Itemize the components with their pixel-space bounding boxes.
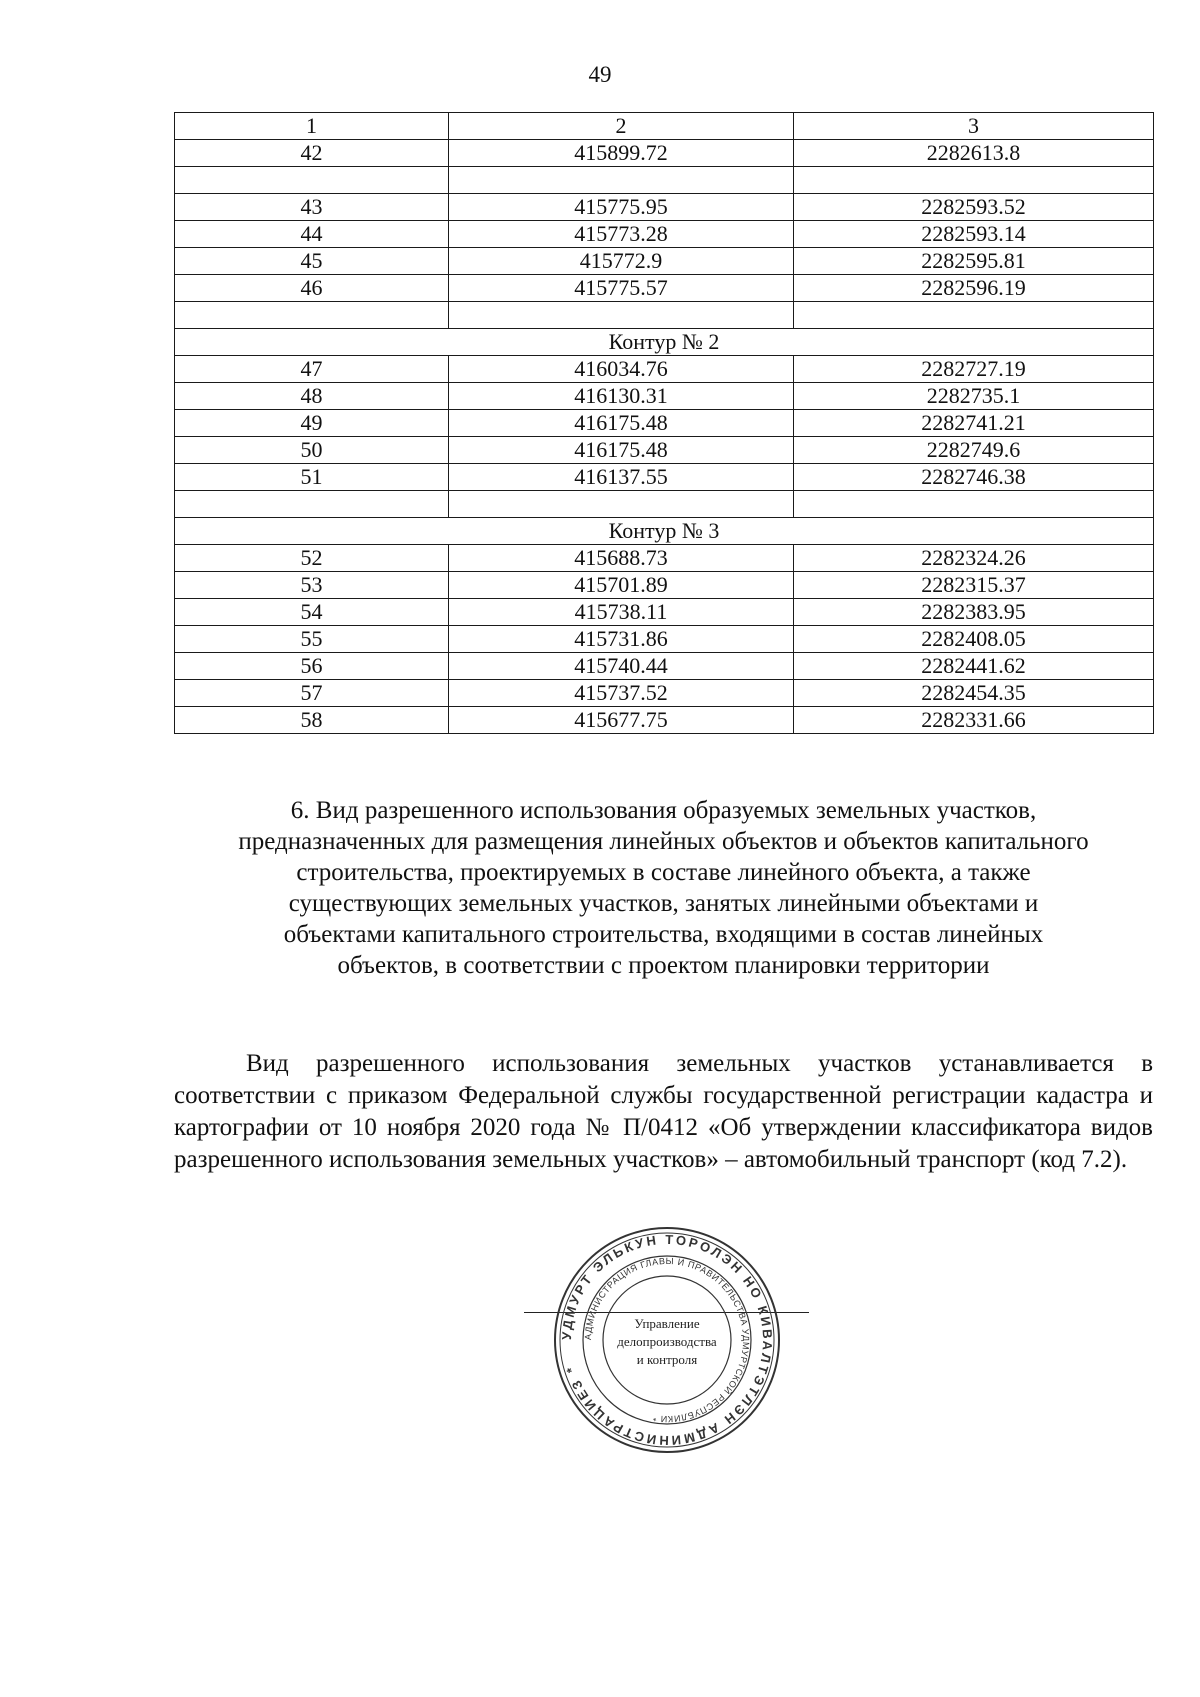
- seal-center-line-2: делопроизводства: [617, 1334, 717, 1349]
- point-number-cell: 52: [175, 545, 449, 572]
- x-coordinate-cell: 415738.11: [449, 599, 794, 626]
- table-row: [175, 356, 1154, 383]
- y-coordinate-cell: 2282727.19: [794, 356, 1154, 383]
- y-coordinate-cell: 2282593.52: [794, 194, 1154, 221]
- table-row: [175, 437, 1154, 464]
- column-header-y: 3: [794, 113, 1154, 140]
- empty-cell: [794, 491, 1154, 518]
- y-coordinate-cell: 2282383.95: [794, 599, 1154, 626]
- y-coordinate-cell: 2282408.05: [794, 626, 1154, 653]
- table-row: [175, 275, 1154, 302]
- point-number-cell: 46: [175, 275, 449, 302]
- x-coordinate-cell: 416130.31: [449, 383, 794, 410]
- point-number-cell: 51: [175, 464, 449, 491]
- point-number-cell: 48: [175, 383, 449, 410]
- y-coordinate-cell: 2282441.62: [794, 653, 1154, 680]
- empty-row: [175, 491, 1154, 518]
- official-seal: [552, 1225, 782, 1455]
- y-coordinate-cell: 2282741.21: [794, 410, 1154, 437]
- section-heading-line: предназначенных для размещения линейных объектов и объектов капитального: [238, 828, 1089, 855]
- point-number-cell: 56: [175, 653, 449, 680]
- x-coordinate-cell: 415701.89: [449, 572, 794, 599]
- x-coordinate-cell: 415773.28: [449, 221, 794, 248]
- empty-cell: [794, 302, 1154, 329]
- y-coordinate-cell: 2282454.35: [794, 680, 1154, 707]
- y-coordinate-cell: 2282735.1: [794, 383, 1154, 410]
- seal-center-line-3: и контроля: [636, 1352, 698, 1367]
- table-row: [175, 383, 1154, 410]
- section-heading-line: объектов, в соответствии с проектом планировки территории: [337, 952, 990, 979]
- page-number: 49: [588, 62, 612, 87]
- table-row: [175, 248, 1154, 275]
- x-coordinate-cell: 415677.75: [449, 707, 794, 734]
- y-coordinate-cell: 2282595.81: [794, 248, 1154, 275]
- y-coordinate-cell: 2282749.6: [794, 437, 1154, 464]
- empty-cell: [175, 167, 449, 194]
- section-heading-line: объектами капитального строительства, входящими в состав линейных: [283, 921, 1044, 948]
- empty-row: [175, 302, 1154, 329]
- y-coordinate-cell: 2282324.26: [794, 545, 1154, 572]
- y-coordinate-cell: 2282593.14: [794, 221, 1154, 248]
- y-coordinate-cell: 2282613.8: [794, 140, 1154, 167]
- table-row: [175, 221, 1154, 248]
- point-number-cell: 53: [175, 572, 449, 599]
- x-coordinate-cell: 416175.48: [449, 437, 794, 464]
- x-coordinate-cell: 416175.48: [449, 410, 794, 437]
- x-coordinate-cell: 415740.44: [449, 653, 794, 680]
- coordinates-table: [174, 112, 1154, 734]
- body-paragraph: Вид разрешенного использования земельных участков устанавливается в соответствии с приказом Федеральной службы государственной регистрации кадастра и картографии от 10 ноября 2020 года № П/0412 «Об утверждении классификатора видов разрешенного использования земельных участков» – автомобильный транспорт (код 7.2).: [174, 1050, 1153, 1173]
- empty-cell: [175, 302, 449, 329]
- x-coordinate-cell: 415688.73: [449, 545, 794, 572]
- point-number-cell: 49: [175, 410, 449, 437]
- table-row: [175, 572, 1154, 599]
- table-row: [175, 410, 1154, 437]
- x-coordinate-cell: 415731.86: [449, 626, 794, 653]
- table-row: [175, 680, 1154, 707]
- empty-cell: [175, 491, 449, 518]
- empty-cell: [449, 302, 794, 329]
- x-coordinate-cell: 416137.55: [449, 464, 794, 491]
- point-number-cell: 43: [175, 194, 449, 221]
- table-header-row: [175, 113, 1154, 140]
- y-coordinate-cell: 2282596.19: [794, 275, 1154, 302]
- empty-cell: [449, 491, 794, 518]
- empty-cell: [449, 167, 794, 194]
- x-coordinate-cell: 415737.52: [449, 680, 794, 707]
- y-coordinate-cell: 2282746.38: [794, 464, 1154, 491]
- contour-title: Контур № 2: [175, 329, 1154, 356]
- x-coordinate-cell: 415772.9: [449, 248, 794, 275]
- seal-outer-text: УДМУРТ ЭЛЬКУН ТОРОЛЭН НО КИВАЛТЭТЛЭН АДМИНИСТРАЦИЕЗ *: [558, 1231, 776, 1449]
- point-number-cell: 55: [175, 626, 449, 653]
- coordinates-table-body: [175, 113, 1154, 734]
- point-number-cell: 45: [175, 248, 449, 275]
- column-header-point: 1: [175, 113, 449, 140]
- point-number-cell: 50: [175, 437, 449, 464]
- x-coordinate-cell: 416034.76: [449, 356, 794, 383]
- section-heading-line: строительства, проектируемых в составе линейного объекта, а также: [296, 859, 1031, 886]
- table-row: [175, 140, 1154, 167]
- x-coordinate-cell: 415775.95: [449, 194, 794, 221]
- table-row: [175, 545, 1154, 572]
- point-number-cell: 58: [175, 707, 449, 734]
- empty-cell: [794, 167, 1154, 194]
- point-number-cell: 57: [175, 680, 449, 707]
- point-number-cell: 54: [175, 599, 449, 626]
- y-coordinate-cell: 2282331.66: [794, 707, 1154, 734]
- point-number-cell: 47: [175, 356, 449, 383]
- point-number-cell: 44: [175, 221, 449, 248]
- seal-center-line-1: Управление: [634, 1316, 700, 1331]
- contour-title-row: [175, 329, 1154, 356]
- section-heading: [174, 795, 1153, 981]
- section-heading-line: существующих земельных участков, занятых линейными объектами и: [288, 890, 1039, 917]
- section-heading-line: 6. Вид разрешенного использования образуемых земельных участков,: [290, 797, 1037, 824]
- contour-title-row: [175, 518, 1154, 545]
- seal-inner-text: АДМИНИСТРАЦИЯ ГЛАВЫ И ПРАВИТЕЛЬСТВА УДМУРТСКОЙ РЕСПУБЛИКИ *: [582, 1255, 752, 1425]
- empty-row: [175, 167, 1154, 194]
- point-number-cell: 42: [175, 140, 449, 167]
- column-header-x: 2: [449, 113, 794, 140]
- contour-title: Контур № 3: [175, 518, 1154, 545]
- table-row: [175, 707, 1154, 734]
- x-coordinate-cell: 415899.72: [449, 140, 794, 167]
- table-row: [175, 599, 1154, 626]
- y-coordinate-cell: 2282315.37: [794, 572, 1154, 599]
- x-coordinate-cell: 415775.57: [449, 275, 794, 302]
- table-row: [175, 626, 1154, 653]
- table-row: [175, 194, 1154, 221]
- table-row: [175, 653, 1154, 680]
- table-row: [175, 464, 1154, 491]
